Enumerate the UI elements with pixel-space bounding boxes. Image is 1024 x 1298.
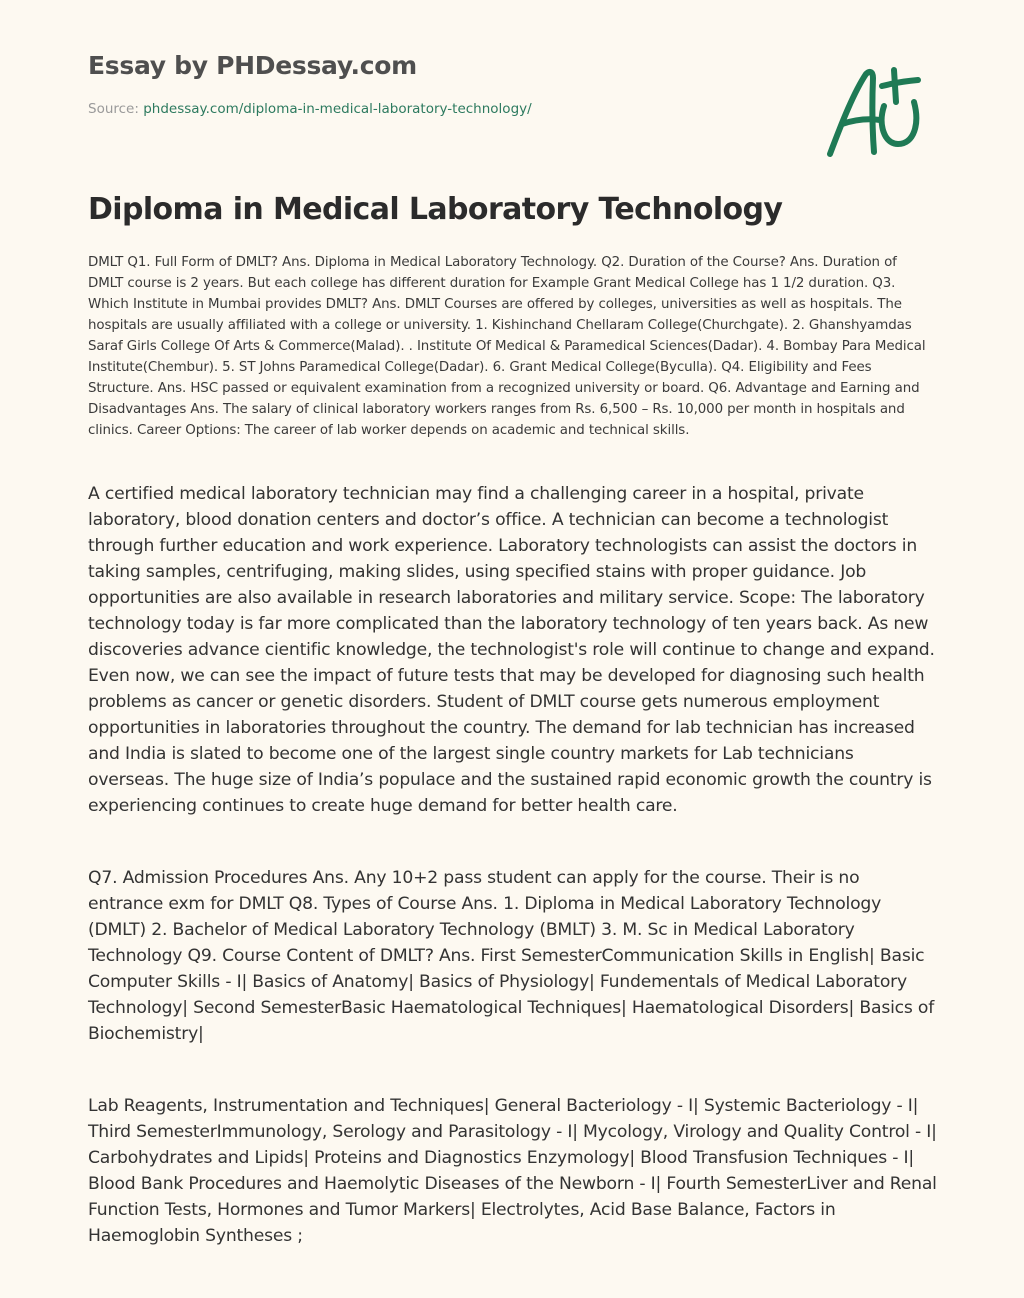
logo-plus-horizontal [882,80,918,86]
source-line [88,100,788,118]
body-paragraph: Q7. Admission Procedures Ans. Any 10+2 pass student can apply for the course. Their is no entrance exm for DMLT Q8. Types of Course Ans. 1. Diploma in Medical Laboratory Technology (DMLT) 2. Bachelor of Medical Laboratory Technology (BMLT) 3. M. Sc in Medical Laboratory Technology Q9. Course Content of DMLT? Ans. First SemesterCommunication Skills in English| Basic Computer Skills - I| Basics of Anatomy| Basics of Physiology| Fundementals of Medical Laboratory Technology| Second SemesterBasic Haematological Techniques| Haematological Disorders| Basics of Biochemistry| [88,868,935,1044]
page-header [88,48,788,118]
body-paragraph: Lab Reagents, Instrumentation and Techniques| General Bacteriology - I| Systemic Bacteriology - I| Third SemesterImmunology, Serology and Parasitology - I| Mycology, Virology and Quality Control - I| Carbohydrates and Lipids| Proteins and Diagnostics Enzymology| Blood Transfusion Techniques - I| Blood Bank Procedures and Haemolytic Diseases of the Newborn - I| Fourth SemesterLiver and Renal Function Tests, Hormones and Tumor Markers| Electrolytes, Acid Base Balance, Factors in Haemoglobin Syntheses ; [88,1096,937,1246]
source-label: Source: [88,101,144,117]
page-title: Diploma in Medical Laboratory Technology [88,192,783,227]
source-link[interactable]: phdessay.com/diploma-in-medical-laboratory-technology/ [143,101,532,117]
logo-smile-curve [882,102,917,144]
site-brand[interactable]: Essay by PHDessay.com [88,51,417,80]
a-plus-logo-icon [820,62,930,162]
body-paragraph: A certified medical laboratory technician may find a challenging career in a hospital, private laboratory, blood donation centers and doctor’s office. A technician can become a technologist through further education and work experience. Laboratory technologists can assist the doctors in taking samples, centrifuging, making slides, using specified stains with proper guidance. Job opportunities are also available in research laboratories and military service. Scope: The laboratory technology today is far more complicated than the laboratory technology of ten years back. As new discoveries advance cientific knowledge, the technologist's role will continue to change and expand. Even now, we can see the impact of future tests that may be developed for diagnosing such health problems as cancer or genetic disorders. Student of DMLT course gets numerous employment opportunities in laboratories throughout the country. The demand for lab technician has increased and India is slated to become one of the largest single country markets for Lab technicians overseas. The huge size of India’s populace and the sustained rapid economic growth the country is experiencing continues to create huge demand for better health care. [88,484,935,816]
summary-paragraph: DMLT Q1. Full Form of DMLT? Ans. Diploma in Medical Laboratory Technology. Q2. Duration of the Course? Ans. Duration of DMLT course is 2 years. But each college has different duration for Example Grant Medical College has 1 1/2 duration. Q3. Which Institute in Mumbai provides DMLT? Ans. DMLT Courses are offered by colleges, universities as well as hospitals. The hospitals are usually affiliated with a college or university. 1. Kishinchand Chellaram College(Churchgate). 2. Ghanshyamdas Saraf Girls College Of Arts & Commerce(Malad). . Institute Of Medical & Paramedical Sciences(Dadar). 4. Bombay Para Medical Institute(Chembur). 5. ST Johns Paramedical College(Dadar). 6. Grant Medical College(Byculla). Q4. Eligibility and Fees Structure. Ans. HSC passed or equivalent examination from a recognized university or board. Q6. Advantage and Earning and Disadvantages Ans. The salary of clinical laboratory workers ranges from Rs. 6,500 – Rs. 10,000 per month in hospitals and clinics. Career Options: The career of lab worker depends on academic and technical skills. [88,255,926,438]
logo-letter-a-stroke [830,72,874,154]
